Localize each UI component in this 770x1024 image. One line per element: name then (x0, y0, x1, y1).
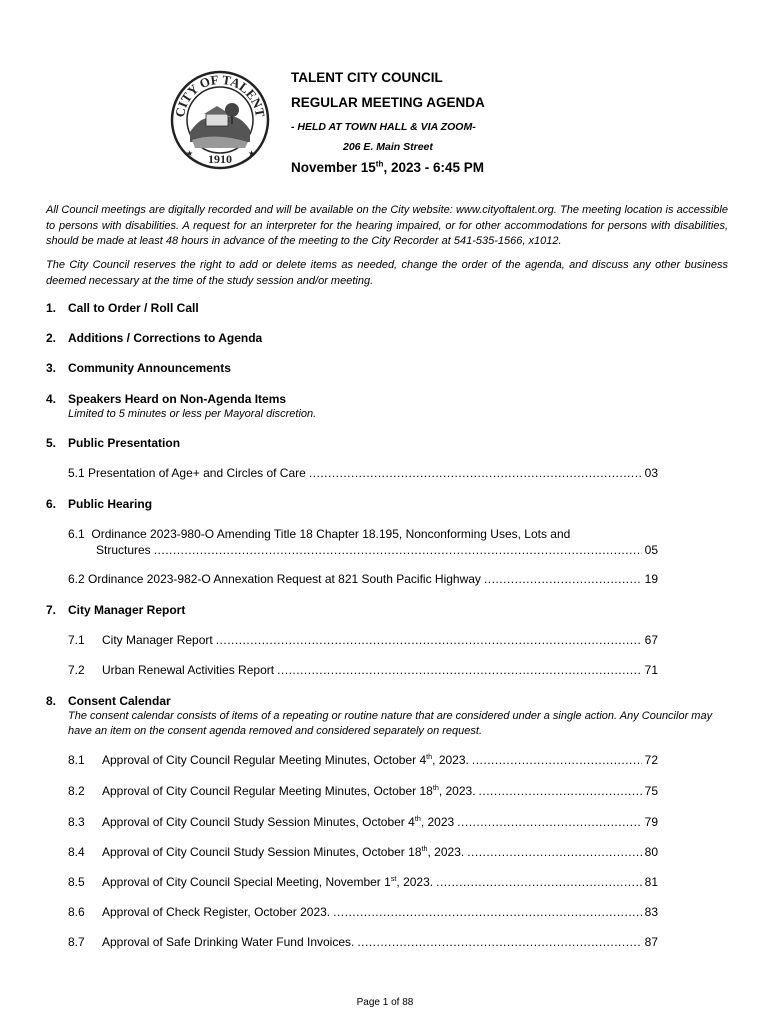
subitem-5-1: 5.1 Presentation of Age+ and Circles of Care ..... 03 (68, 466, 658, 482)
subitem-8-5: 8.5 Approval of City Council Special Meeting, November 1st, 2023. ..... 81 (68, 875, 658, 891)
subitem-7-1: 7.1 City Manager Report ..... 67 (68, 633, 658, 649)
subitem-8-7: 8.7 Approval of Safe Drinking Water Fund Invoices. ..... 87 (68, 935, 658, 951)
intro-paragraph: All Council meetings are digitally recorded and will be available on the City website: www.cityoftalent.org. The meeting location is accessible to persons with disabilities. A request for an interpreter for the hearing impaired, or for other accommodations for persons with disabilities, should be made at least 48 hours in advance of the meeting to the City Recorder at 541-535-1566, x1012. (46, 204, 728, 247)
meeting-location: - HELD AT TOWN HALL & VIA ZOOM- (291, 121, 476, 133)
subitem-6-2: 6.2 Ordinance 2023-982-O Annexation Request at 821 South Pacific Highway ..... 19 (68, 572, 658, 588)
item-4-note: Limited to 5 minutes or less per Mayoral discretion. (68, 408, 317, 420)
agenda-title: REGULAR MEETING AGENDA (291, 95, 485, 110)
subitem-8-3: 8.3 Approval of City Council Study Session Minutes, October 4th, 2023 ..... 79 (68, 815, 658, 831)
page-number: Page 1 of 88 (356, 997, 414, 1008)
subitem-8-4: 8.4 Approval of City Council Study Session Minutes, October 18th, 2023. ..... 80 (68, 845, 658, 861)
seal-year: 1910 (208, 152, 232, 166)
subitem-6-1: 6.1 Ordinance 2023-980-O Amending Title 18 Chapter 18.195, Nonconforming Uses, Lots and Structures ..... 05 (68, 527, 658, 558)
meeting-date: November 15th, 2023 - 6:45 PM (291, 159, 484, 175)
svg-text:★: ★ (248, 149, 256, 158)
item-8-note: The consent calendar consists of items of a repeating or routine nature that are considered under a single action. Any Councilor may have an item on the consent agenda removed and considered separately on request. (68, 710, 713, 737)
city-seal (170, 70, 270, 170)
subitem-8-1: 8.1 Approval of City Council Regular Meeting Minutes, October 4th, 2023. ..... 72 (68, 753, 658, 769)
council-title: TALENT CITY COUNCIL (291, 70, 443, 85)
seal-text: CITY OF TALENT (171, 71, 268, 119)
subitem-7-2: 7.2 Urban Renewal Activities Report ..... 71 (68, 663, 658, 679)
subitem-8-2: 8.2 Approval of City Council Regular Meeting Minutes, October 18th, 2023. ..... 75 (68, 784, 658, 800)
subitem-8-6: 8.6 Approval of Check Register, October 2023. ..... 83 (68, 905, 658, 921)
reserve-paragraph: The City Council reserves the right to add or delete items as needed, change the order of the agenda, and discuss any other business deemed necessary at the time of the study session and/or meeting. (46, 259, 728, 287)
meeting-address: 206 E. Main Street (343, 141, 433, 153)
svg-text:★: ★ (186, 149, 194, 158)
